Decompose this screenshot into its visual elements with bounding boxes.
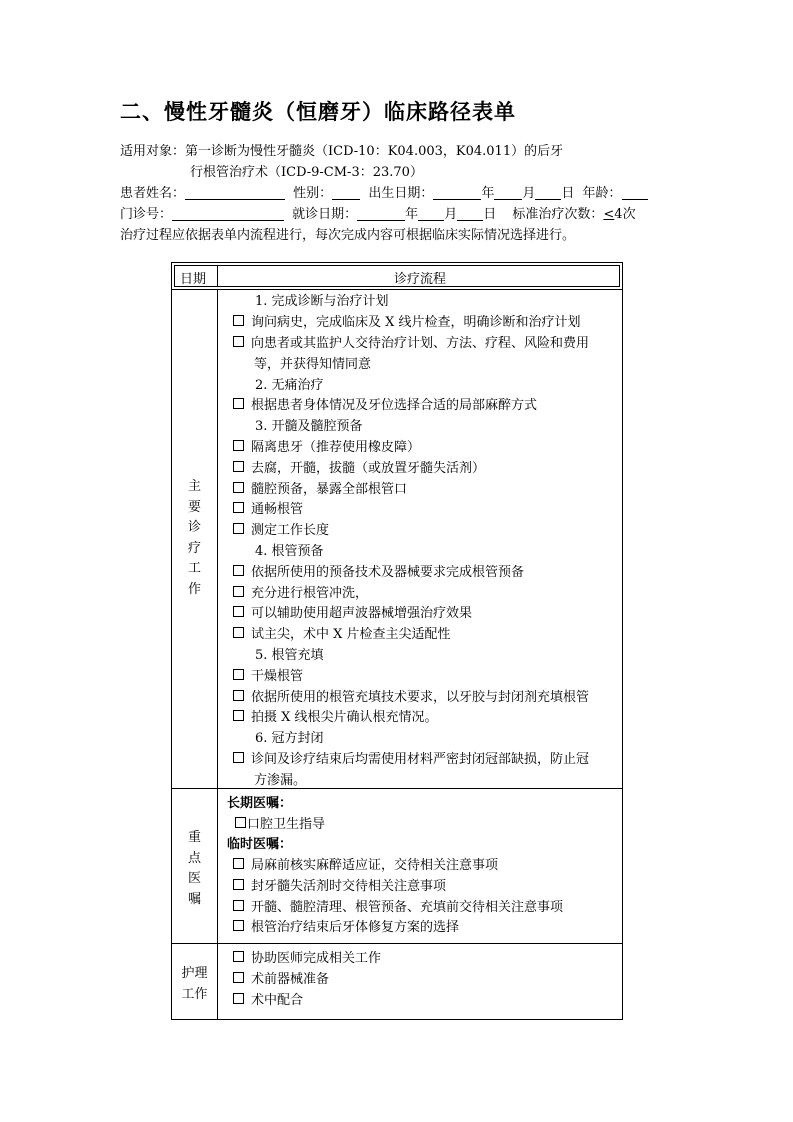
birth-month-unit: 月: [522, 186, 536, 201]
applicable-line-2: 行根管治疗术（ICD-9-CM-3：23.70）: [190, 165, 423, 180]
checklist-item[interactable]: 口腔卫生指导: [235, 813, 325, 832]
gender-label: 性别：: [293, 186, 333, 201]
page-title: 二、慢性牙髓炎（恒磨牙）临床路径表单: [120, 100, 516, 124]
birth-label: 出生日期：: [368, 186, 434, 201]
visit-info-line: [120, 203, 636, 222]
checkbox[interactable]: [233, 627, 244, 638]
section-heading: 2. 无痛治疗: [255, 378, 324, 393]
long-term-orders-label: 长期医嘱：: [227, 796, 293, 811]
checklist-item[interactable]: 封牙髓失活剂时交待相关注意事项: [233, 875, 446, 894]
patient-name-label: 患者姓名：: [120, 186, 186, 201]
header-bottom-line: [172, 289, 622, 290]
checklist-item[interactable]: 通畅根管: [233, 498, 303, 517]
visit-day-field[interactable]: [457, 207, 483, 221]
col-process-header: 诊疗流程: [394, 272, 447, 287]
birth-year-unit: 年: [481, 186, 495, 201]
checkbox[interactable]: [233, 669, 244, 680]
section-heading: 5. 根管充填: [255, 648, 324, 663]
checkbox[interactable]: [233, 315, 244, 326]
checklist-item[interactable]: 可以辅助使用超声波器械增强治疗效果: [233, 602, 472, 621]
checklist-item[interactable]: 髓腔预备，暴露全部根管口: [233, 478, 407, 497]
checkbox[interactable]: [233, 586, 244, 597]
checkbox[interactable]: [233, 993, 244, 1004]
section-heading: 3. 开髓及髓腔预备: [255, 419, 363, 434]
patient-name-field[interactable]: [185, 186, 285, 200]
outpatient-label: 门诊号：: [120, 207, 173, 222]
checkbox[interactable]: [233, 336, 244, 347]
visit-year-unit: 年: [405, 207, 419, 222]
standard-value-num: 4: [614, 207, 623, 222]
age-label: 年龄：: [582, 186, 622, 201]
standard-value-unit: 次: [622, 207, 636, 222]
checklist-item[interactable]: 试主尖，术中 X 片检查主尖适配性: [233, 623, 451, 642]
checkbox[interactable]: [233, 523, 244, 534]
key-orders-label: 重 点 医 嘱: [187, 830, 201, 907]
age-field[interactable]: [622, 186, 648, 200]
checklist-item[interactable]: 诊间及诊疗结束后均需使用材料严密封闭冠部缺损，防止冠: [233, 748, 589, 767]
clinical-pathway-table: [171, 262, 623, 1020]
checklist-item[interactable]: 依据所使用的根管充填技术要求，以牙胶与封闭剂充填根管: [233, 686, 589, 705]
checklist-item[interactable]: 询问病史，完成临床及 X 线片检查，明确诊断和治疗计划: [233, 311, 581, 330]
checklist-item[interactable]: 开髓、髓腔清理、根管预备、充填前交待相关注意事项: [233, 896, 563, 915]
checklist-item[interactable]: 测定工作长度: [233, 519, 329, 538]
header-divider: [217, 265, 218, 287]
checkbox[interactable]: [233, 461, 244, 472]
main-work-label: 主 要 诊 疗 工 作: [187, 479, 201, 597]
section-heading: 6. 冠方封闭: [255, 731, 324, 746]
section-heading: 4. 根管预备: [255, 544, 324, 559]
column-divider: [217, 289, 218, 1019]
checkbox[interactable]: [233, 710, 244, 721]
checklist-item[interactable]: 术中配合: [233, 989, 303, 1008]
applicable-text-1: 第一诊断为慢性牙髓炎（ICD-10：K04.003，K04.011）的后牙: [185, 144, 564, 159]
gender-field[interactable]: [332, 186, 360, 200]
checkbox[interactable]: [233, 920, 244, 931]
checklist-item-continuation: 方渗漏。: [254, 773, 307, 788]
checklist-item[interactable]: 根管治疗结束后牙体修复方案的选择: [233, 916, 459, 935]
section-divider: [172, 788, 622, 789]
checkbox[interactable]: [233, 858, 244, 869]
birth-year-field[interactable]: [433, 186, 481, 200]
col-date-header: 日期: [180, 272, 207, 287]
checkbox[interactable]: [233, 398, 244, 409]
birth-month-field[interactable]: [494, 186, 522, 200]
checkbox[interactable]: [233, 482, 244, 493]
patient-info-line: [120, 182, 648, 201]
visit-date-label: 就诊日期：: [292, 207, 358, 222]
visit-day-unit: 日: [483, 207, 497, 222]
checkbox[interactable]: [233, 690, 244, 701]
temporary-orders-label: 临时医嘱：: [227, 837, 293, 852]
visit-month-unit: 月: [444, 207, 458, 222]
checklist-item[interactable]: 局麻前核实麻醉适应证，交待相关注意事项: [233, 854, 498, 873]
checkbox[interactable]: [235, 817, 246, 828]
visit-month-field[interactable]: [418, 207, 444, 221]
process-note: 治疗过程应依据表单内流程进行，每次完成内容可根据临床实际情况选择进行。: [120, 228, 576, 243]
nursing-label: 护理 工作: [181, 966, 208, 1002]
checklist-item[interactable]: 向患者或其监护人交待治疗计划、方法、疗程、风险和费用: [233, 332, 589, 351]
checkbox[interactable]: [233, 879, 244, 890]
checkbox[interactable]: [233, 900, 244, 911]
checkbox[interactable]: [233, 951, 244, 962]
checklist-item[interactable]: 去腐，开髓，拔髓（或放置牙髓失活剂）: [233, 457, 485, 476]
checklist-item[interactable]: 拍摄 X 线根尖片确认根充情况。: [233, 706, 438, 725]
birth-day-unit: 日: [561, 186, 575, 201]
applicable-label: 适用对象：: [120, 144, 186, 159]
checkbox[interactable]: [233, 502, 244, 513]
visit-year-field[interactable]: [357, 207, 405, 221]
section-divider: [172, 943, 622, 944]
checkbox[interactable]: [233, 972, 244, 983]
checklist-item[interactable]: 充分进行根管冲洗，: [233, 582, 368, 601]
checklist-item[interactable]: 依据所使用的预备技术及器械要求完成根管预备: [233, 561, 524, 580]
checkbox[interactable]: [233, 606, 244, 617]
checklist-item[interactable]: 根据患者身体情况及牙位选择合适的局部麻醉方式: [233, 394, 537, 413]
checklist-item[interactable]: 隔离患牙（推荐使用橡皮障）: [233, 436, 420, 455]
checkbox[interactable]: [233, 752, 244, 763]
birth-day-field[interactable]: [535, 186, 561, 200]
applicable-line-1: [120, 140, 563, 159]
standard-label: 标准治疗次数：: [512, 207, 604, 222]
checklist-item[interactable]: 协助医师完成相关工作: [233, 947, 381, 966]
standard-value-prefix: <: [603, 207, 615, 222]
checkbox[interactable]: [233, 440, 244, 451]
section-heading: 1. 完成诊断与治疗计划: [255, 294, 389, 309]
checklist-item[interactable]: 术前器械准备: [233, 968, 329, 987]
checklist-item-continuation: 等，并获得知情同意: [254, 357, 372, 372]
outpatient-field[interactable]: [172, 207, 284, 221]
checklist-item[interactable]: 干燥根管: [233, 665, 303, 684]
checkbox[interactable]: [233, 565, 244, 576]
